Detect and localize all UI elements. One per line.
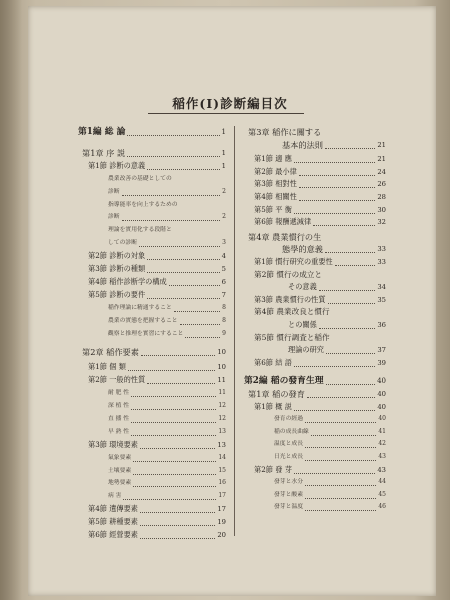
leader-dots	[299, 168, 376, 176]
toc-entry-label: 第6節 報酬遞減律	[254, 217, 312, 227]
toc-page-number: 40	[377, 390, 386, 398]
toc-page-number: 39	[377, 358, 386, 367]
leader-dots	[122, 213, 221, 221]
leader-dots	[299, 180, 376, 188]
toc-entry-label: 第6節 經營要素	[88, 530, 138, 539]
toc-page-number: 16	[218, 479, 226, 487]
toc-entry-label: 稲作理論に精通すること	[108, 304, 172, 311]
leader-dots	[131, 389, 216, 397]
toc-entry-sec	[88, 361, 226, 373]
toc-entry-sec	[254, 166, 386, 178]
toc-entry-sec	[254, 294, 386, 306]
toc-entry-sub	[274, 413, 386, 425]
toc-entry-sub	[274, 451, 386, 463]
toc-entry-sec	[254, 216, 386, 228]
toc-entry-label: その意義	[288, 282, 317, 292]
toc-entry-continued: 第4章 農業慣行の生	[248, 231, 322, 242]
leader-dots	[133, 479, 216, 487]
toc-entry-sec	[88, 529, 226, 541]
leader-dots	[131, 415, 216, 423]
toc-entry-label: 第1節 診断の意義	[88, 160, 146, 170]
toc-entry-sec	[288, 344, 386, 356]
leader-dots	[326, 377, 376, 385]
toc-page-number: 33	[377, 258, 386, 266]
toc-page-number: 15	[218, 466, 226, 474]
toc-page-number: 8	[222, 303, 226, 311]
leader-dots	[305, 503, 376, 511]
toc-page-number: 43	[378, 453, 386, 460]
toc-entry-label: 深 植 性	[108, 403, 130, 409]
toc-page-number: 21	[377, 155, 386, 164]
toc-page-number: 9	[222, 329, 226, 337]
toc-entry-label: 態學的意義	[282, 244, 323, 255]
toc-entry-sub	[108, 237, 226, 249]
toc-page-number: 41	[378, 427, 386, 435]
leader-dots	[133, 454, 216, 462]
toc-entry-label: 發芽と水分	[274, 479, 303, 486]
toc-entry-label: 基本的法則	[282, 139, 323, 150]
toc-entry-sec	[88, 289, 226, 301]
toc-page-number: 13	[218, 427, 226, 435]
toc-entry-label: 理論の研究	[288, 345, 324, 355]
toc-entry-sec	[254, 204, 386, 216]
toc-entry-sec	[254, 256, 386, 268]
leader-dots	[147, 162, 220, 170]
toc-entry-label: 第5節 耕種要素	[88, 517, 138, 527]
toc-entry-label: 病 害	[108, 493, 122, 500]
toc-entry-continued: 第3章 稲作に關する	[248, 127, 322, 137]
toc-entry-sub	[274, 476, 386, 488]
toc-page-number: 32	[377, 218, 386, 227]
toc-entry-sec	[254, 357, 386, 369]
toc-entry-label: 第2節 一般的性質	[88, 375, 146, 385]
leader-dots	[294, 359, 375, 367]
toc-page-number: 19	[217, 518, 226, 527]
leader-dots	[123, 492, 216, 500]
title-underline	[148, 113, 304, 114]
leader-dots	[319, 283, 376, 291]
toc-entry-part	[244, 375, 386, 387]
leader-dots	[140, 505, 215, 513]
leader-dots	[326, 346, 375, 354]
toc-entry-label: 第5節 平 衡	[254, 204, 292, 214]
toc-page-number: 43	[377, 465, 386, 474]
toc-entry-label: 第3節 相對性	[254, 179, 297, 189]
toc-entry-sub	[108, 413, 226, 425]
toc-entry-label: 觀察と推理を實習にすること	[108, 330, 184, 337]
leader-dots	[147, 252, 220, 260]
toc-entry-sec	[88, 263, 226, 275]
toc-page-number: 14	[218, 453, 226, 461]
toc-entry-sec	[254, 153, 386, 165]
toc-page-number: 8	[222, 316, 226, 324]
toc-entry-chap	[82, 346, 226, 358]
page-title: 稲作(I)診断編目次	[172, 96, 288, 111]
leader-dots	[294, 466, 375, 474]
leader-dots	[147, 265, 220, 273]
toc-entry-sec	[88, 250, 226, 262]
leader-dots	[122, 188, 221, 196]
toc-page-number: 2	[222, 213, 226, 221]
toc-page-number: 3	[222, 239, 226, 247]
toc-page-number: 17	[217, 505, 226, 514]
toc-page-number: 6	[221, 277, 226, 286]
toc-entry-label: 第4節 稲作診断学の構成	[88, 276, 167, 286]
leader-dots	[319, 321, 376, 329]
toc-entry-label: 第3節 環境要素	[88, 439, 138, 449]
toc-entry-label: との關係	[288, 320, 317, 329]
leader-dots	[328, 296, 376, 304]
toc-entry-sec	[88, 439, 226, 451]
leader-dots	[185, 330, 220, 338]
leader-dots	[307, 390, 375, 398]
toc-page-number: 35	[377, 295, 386, 304]
leader-dots	[140, 531, 215, 539]
column-divider	[234, 126, 235, 536]
toc-page-number: 28	[377, 193, 386, 201]
toc-entry-label: 第4節 遺傳要素	[88, 504, 138, 514]
toc-entry-label: 第1節 慣行研究の重要性	[254, 257, 333, 266]
toc-page-number: 5	[221, 265, 226, 273]
leader-dots	[294, 155, 375, 163]
leader-dots	[131, 428, 216, 436]
leader-dots	[299, 193, 376, 201]
toc-page-number: 45	[378, 490, 386, 498]
toc-page-number: 1	[221, 148, 226, 157]
toc-entry-label: 第1章 稲の發育	[248, 389, 305, 399]
leader-dots	[133, 467, 216, 475]
toc-entry-sec	[254, 464, 386, 476]
toc-entry-sec	[254, 401, 386, 413]
toc-entry-sub	[108, 328, 226, 340]
toc-page-number: 21	[377, 140, 386, 149]
toc-page-number: 24	[377, 167, 386, 176]
toc-entry-label: 發芽と酸素	[274, 491, 303, 498]
toc-entry-sub	[274, 501, 386, 513]
toc-entry-sub	[108, 490, 226, 502]
toc-entry-sec	[88, 374, 226, 386]
toc-entry-sub	[274, 426, 386, 438]
leader-dots	[140, 518, 215, 526]
toc-page-number: 26	[377, 180, 386, 189]
toc-entry-label: 第3節 診断の種類	[88, 264, 146, 273]
toc-entry-sub	[108, 186, 226, 198]
leader-dots	[325, 141, 375, 149]
leader-dots	[305, 440, 376, 448]
toc-entry-label: 第2節 發 芽	[254, 464, 292, 474]
toc-page-number: 7	[221, 290, 226, 299]
leader-dots	[335, 258, 376, 266]
leader-dots	[128, 363, 215, 371]
toc-page-number: 10	[217, 363, 226, 372]
toc-entry-sub	[108, 465, 226, 477]
toc-entry-sec	[88, 276, 226, 288]
toc-entry-chap	[282, 243, 386, 255]
toc-page-number: 20	[217, 531, 226, 539]
toc-page-number: 13	[217, 440, 226, 449]
toc-entry-sec	[88, 160, 226, 172]
toc-entry-label: 第1節 概 説	[254, 401, 292, 411]
toc-entry-label: 直 播 性	[108, 415, 130, 422]
toc-entry-label: 氣象要素	[108, 454, 132, 461]
toc-entry-chap	[248, 388, 386, 400]
toc-entry-continued: 指導能率を向上するための	[108, 201, 178, 208]
leader-dots	[313, 218, 375, 226]
toc-entry-continued: 農業改善の基礎としての	[108, 175, 172, 182]
toc-entry-label: 温度と成長	[274, 441, 303, 448]
toc-entry-label: 耐 肥 性	[108, 390, 130, 397]
leader-dots	[127, 149, 220, 157]
toc-entry-label: 第5節 診断の要件	[88, 289, 146, 299]
toc-entry-sub	[108, 452, 226, 464]
toc-entry-sub	[108, 387, 226, 399]
leader-dots	[311, 428, 377, 436]
toc-entry-sub	[108, 302, 226, 314]
toc-page-number: 42	[378, 440, 386, 448]
leader-dots	[169, 278, 220, 286]
toc-entry-label: 發育の經過	[274, 416, 303, 423]
toc-page-number: 1	[221, 161, 226, 170]
toc-page-number: 34	[377, 283, 386, 292]
toc-entry-part	[78, 126, 226, 138]
toc-page-number: 33	[377, 245, 386, 254]
toc-entry-label: 診断	[108, 188, 120, 195]
toc-entry-continued: 第5節 慣行調査と稲作	[254, 332, 330, 342]
toc-entry-label: 早 熟 性	[108, 428, 130, 435]
toc-page-number: 40	[377, 377, 386, 386]
toc-entry-sub	[108, 211, 226, 223]
toc-entry-continued: 理論を實用化する段階と	[108, 227, 172, 234]
toc-entry-chap	[82, 147, 226, 159]
toc-entry-sub	[108, 315, 226, 327]
toc-entry-sub	[274, 438, 386, 450]
toc-entry-label: 第1節 個 類	[88, 362, 126, 372]
toc-entry-label: 第2節 最小律	[254, 166, 297, 176]
toc-page-number: 40	[377, 402, 386, 411]
leader-dots	[305, 415, 376, 423]
leader-dots	[139, 239, 220, 247]
toc-entry-sec	[254, 178, 386, 190]
toc-entry-sec	[288, 281, 386, 293]
toc-entry-chap	[282, 139, 386, 151]
toc-page-number: 36	[377, 321, 386, 329]
toc-page-number: 12	[218, 402, 226, 409]
toc-page-number: 10	[217, 348, 226, 357]
leader-dots	[294, 403, 375, 411]
toc-entry-label: 第2章 稲作要素	[82, 347, 139, 358]
toc-entry-continued: 第2節 慣行の成立と	[254, 269, 322, 279]
book-spine-shadow	[0, 0, 22, 600]
toc-entry-sub	[108, 426, 226, 438]
toc-entry-sec	[254, 191, 386, 203]
leader-dots	[141, 348, 215, 356]
toc-entry-label: 稲の成長曲線	[274, 428, 309, 435]
toc-entry-sub	[274, 489, 386, 501]
leader-dots	[325, 245, 375, 253]
leader-dots	[305, 453, 376, 461]
leader-dots	[180, 317, 221, 325]
toc-entry-label: 第6節 結 語	[254, 357, 292, 367]
toc-entry-label: 第3節 農業慣行の性質	[254, 294, 326, 304]
toc-page-number: 46	[378, 503, 386, 511]
leader-dots	[140, 441, 215, 449]
toc-entry-label: 發芽と温度	[274, 504, 303, 511]
toc-entry-label: 第1章 序 説	[82, 147, 126, 158]
toc-entry-label: 地勢要素	[108, 480, 132, 487]
toc-entry-label: 農業の實態を把握すること	[108, 317, 178, 324]
toc-page-number: 37	[377, 346, 386, 355]
toc-entry-label: 診断	[108, 214, 120, 221]
toc-entry-sec	[88, 516, 226, 528]
leader-dots	[174, 304, 220, 312]
toc-entry-label: しての診断	[108, 240, 137, 247]
toc-entry-label: 第2編 稲の發育生理	[244, 376, 324, 387]
leader-dots	[131, 402, 216, 410]
toc-entry-continued: 第4節 農業改良と慣行	[254, 307, 330, 317]
toc-page-number: 4	[221, 252, 226, 261]
toc-entry-label: 日光と成長	[274, 454, 303, 460]
toc-entry-label: 第2節 診断の対象	[88, 251, 146, 261]
leader-dots	[147, 376, 215, 384]
leader-dots	[305, 478, 376, 486]
toc-entry-label: 第4節 相關性	[254, 192, 297, 201]
toc-page-number: 17	[218, 492, 226, 500]
toc-page-number: 44	[378, 478, 386, 486]
toc-entry-label: 第1編 総 論	[78, 127, 126, 137]
toc-entry-sec	[288, 319, 386, 331]
toc-entry-sub	[108, 477, 226, 489]
toc-page-number: 1	[221, 128, 226, 136]
leader-dots	[127, 128, 219, 136]
toc-page-number: 2	[222, 187, 226, 195]
toc-page-number: 11	[218, 389, 226, 397]
toc-page-number: 12	[218, 414, 226, 422]
toc-entry-label: 土壤要素	[108, 467, 132, 474]
leader-dots	[305, 491, 376, 499]
toc-page-number: 40	[378, 415, 386, 423]
leader-dots	[294, 206, 375, 214]
toc-entry-label: 第1節 適 應	[254, 154, 292, 164]
toc-page-number: 30	[377, 205, 386, 214]
leader-dots	[147, 291, 220, 299]
toc-page-number: 11	[217, 376, 226, 385]
toc-entry-sub	[108, 400, 226, 412]
toc-entry-sec	[88, 503, 226, 515]
